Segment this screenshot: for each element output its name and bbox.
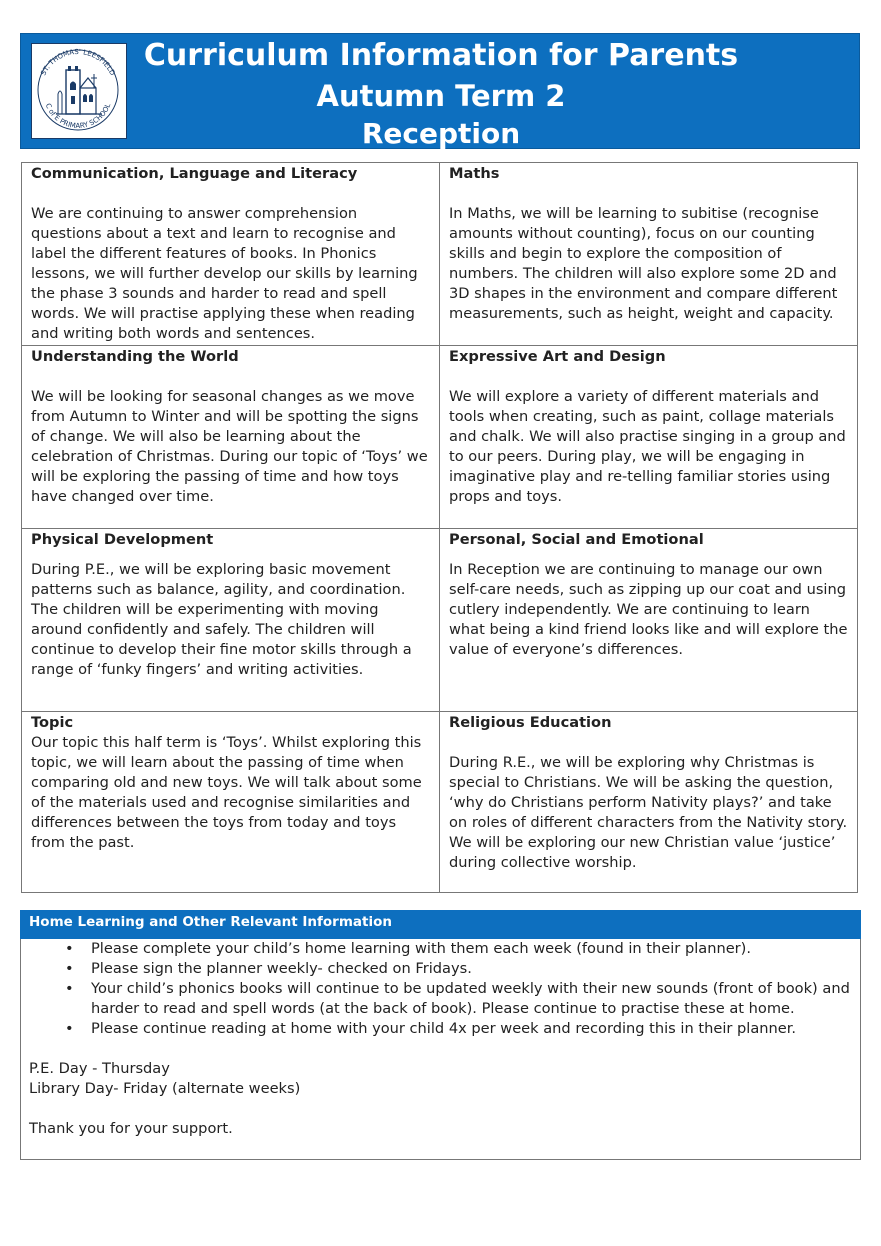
svg-text:C of E PRIMARY SCHOOL <box>44 102 113 130</box>
section-heading: Topic <box>31 714 74 731</box>
section-body: Our topic this half term is ‘Toys’. Whilst exploring this topic, we will learn about the passing of time when comparing old and new toys. We will talk about some of the materials used and recognise similarities and differences between the toys from today and toys from the past. <box>31 734 422 851</box>
section-topic <box>22 712 440 893</box>
logo-text-bottom: C of E PRIMARY SCHOOL <box>43 102 113 131</box>
section-heading: Expressive Art and Design <box>449 348 666 365</box>
section-heading: Personal, Social and Emotional <box>449 531 704 548</box>
home-learning-box <box>20 939 861 1160</box>
section-expressive-art <box>440 346 858 529</box>
section-body: During R.E., we will be exploring why Christmas is special to Christians. We will be asking the question, ‘why do Christians perform Nativity plays?’ and take on roles of different characters from the Nativity story. We will be exploring our new Christian value ‘justice’ during collective worship. <box>449 754 848 871</box>
section-body: In Reception we are continuing to manage our own self-care needs, such as zipping up our coat and using cutlery independently. We are continuing to learn what being a kind friend looks like and will explore the value of everyone’s differences. <box>449 561 848 658</box>
pe-day: P.E. Day - Thursday <box>29 1060 170 1077</box>
section-heading: Physical Development <box>31 531 214 548</box>
section-physical-development <box>22 529 440 712</box>
home-learning-list <box>29 939 852 1039</box>
section-body: During P.E., we will be exploring basic movement patterns such as balance, agility, and coordination. The children will be experimenting with moving around confidently and safely. The children will continue to develop their fine motor skills through a range of ‘funky fingers’ and writing activities. <box>31 561 412 678</box>
list-item: • Please complete your child’s home learning with them each week (found in their planner). <box>91 939 852 959</box>
school-crest-icon <box>32 44 124 136</box>
title-line-3: Reception <box>361 117 521 150</box>
list-item: • Please continue reading at home with your child 4x per week and recording this in their planner. <box>91 1019 852 1039</box>
list-item: • Your child’s phonics books will continue to be updated weekly with their new sounds (front of book) and harder to read and spell words (at the back of book). Please continue to practise these at home. <box>91 979 852 1019</box>
section-body: We will be looking for seasonal changes as we move from Autumn to Winter and will be spotting the signs of change. We will also be learning about the celebration of Christmas. During our topic of ‘Toys’ we will be exploring the passing of time and how toys have changed over time. <box>31 388 428 505</box>
thank-you-note: Thank you for your support. <box>29 1120 233 1137</box>
section-maths <box>440 163 858 346</box>
section-body: In Maths, we will be learning to subitise (recognise amounts without counting), focus on our counting skills and begin to explore the composition of numbers. The children will also explore some 2D and 3D shapes in the environment and compare different measurements, such as height, weight and capacity. <box>449 205 838 322</box>
curriculum-table <box>21 162 858 893</box>
section-body: We are continuing to answer comprehension questions about a text and learn to recognise and label the different features of books. In Phonics lessons, we will further develop our skills by learning the phase 3 sounds and harder to read and spell words. We will practise applying these when reading and writing both words and sentences. <box>31 205 418 342</box>
section-heading: Communication, Language and Literacy <box>31 165 358 182</box>
section-body: We will explore a variety of different materials and tools when creating, such as paint, collage materials and chalk. We will also practise singing in a group and to our peers. During play, we will be engaging in imaginative play and re-telling familiar stories using props and toys. <box>449 388 846 505</box>
svg-text:ST. THOMAS' LEESFIELD <box>39 48 116 77</box>
section-heading: Religious Education <box>449 714 612 731</box>
library-day: Library Day- Friday (alternate weeks) <box>29 1080 301 1097</box>
title-line-2: Autumn Term 2 <box>316 79 566 113</box>
section-understanding-world <box>22 346 440 529</box>
section-cll <box>22 163 440 346</box>
title-line-1: Curriculum Information for Parents <box>143 38 739 73</box>
section-heading: Maths <box>449 165 500 182</box>
section-heading: Understanding the World <box>31 348 239 365</box>
section-personal-social <box>440 529 858 712</box>
list-item: • Please sign the planner weekly- checked on Fridays. <box>91 959 852 979</box>
page-header <box>20 33 860 149</box>
section-religious-education <box>440 712 858 893</box>
home-learning-heading: Home Learning and Other Relevant Information <box>20 910 861 939</box>
school-logo <box>31 43 127 139</box>
logo-text-top: ST. THOMAS' LEESFIELD <box>39 47 117 77</box>
header-titles <box>131 36 751 152</box>
